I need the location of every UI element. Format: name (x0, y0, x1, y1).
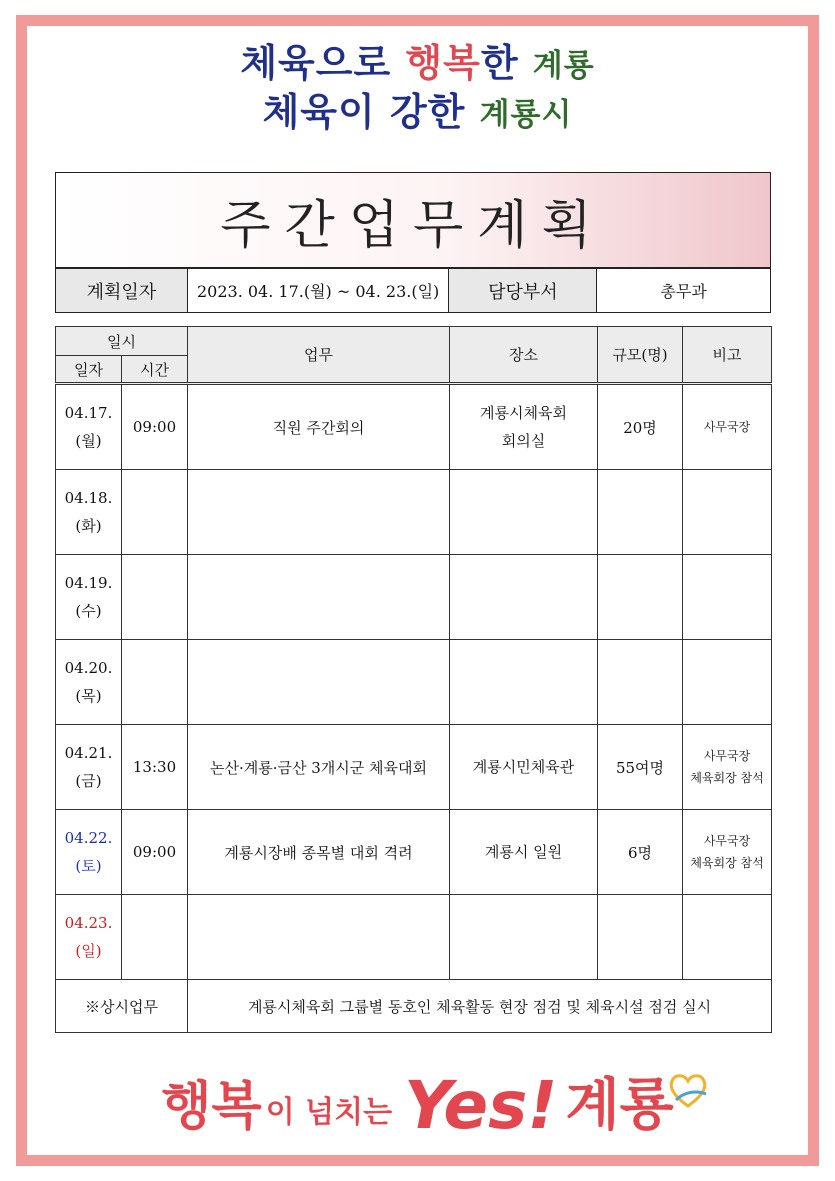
place-cell (450, 555, 598, 640)
weekday-text: (금) (75, 772, 102, 790)
heart-icon (666, 1070, 710, 1110)
date-cell (56, 810, 122, 895)
time-cell (122, 895, 188, 980)
dept-label: 담당부서 (449, 269, 597, 313)
slogan-word: 한 (480, 41, 533, 85)
plan-date-label: 계획일자 (56, 269, 188, 313)
slogan-word: Yes! (404, 1067, 558, 1144)
slogan-word: 체육 (262, 90, 338, 134)
slogan-city (566, 1070, 674, 1142)
time-cell (122, 555, 188, 640)
date-text: 04.21. (64, 744, 113, 762)
table-row (56, 384, 772, 470)
table-row (56, 555, 772, 640)
scale-cell: 55여명 (598, 725, 683, 810)
place-text: 계룡시 일원 (484, 843, 563, 861)
scale-cell (598, 895, 683, 980)
time-cell: 09:00 (122, 810, 188, 895)
table-row (56, 725, 772, 810)
slogan-word: 이 (337, 90, 390, 134)
date-text: 04.17. (64, 404, 113, 422)
note-text: 체육회장 참석 (690, 771, 764, 785)
weekday-text: (일) (75, 942, 102, 960)
date-text: 04.22. (64, 829, 113, 847)
weekday-text: (월) (75, 432, 102, 450)
note-cell (683, 895, 772, 980)
weekday-text: (목) (75, 687, 102, 705)
slogan-word: 강한 (389, 90, 480, 134)
task-cell: 논산·계룡·금산 3개시군 체육대회 (188, 725, 450, 810)
top-slogan (0, 40, 835, 138)
note-text: 체육회장 참석 (690, 856, 764, 870)
place-cell (450, 895, 598, 980)
header-time: 시간 (122, 356, 188, 384)
time-cell: 13:30 (122, 725, 188, 810)
slogan-word: 계룡 (565, 1073, 674, 1138)
table-row (56, 895, 772, 980)
place-cell (450, 470, 598, 555)
table-row (56, 470, 772, 555)
task-cell (188, 895, 450, 980)
document-title: 주간업무계획 (55, 172, 771, 268)
dept-value: 총무과 (597, 269, 771, 313)
date-cell (56, 470, 122, 555)
time-cell (122, 640, 188, 725)
task-cell (188, 555, 450, 640)
date-text: 04.19. (64, 574, 113, 592)
header-task: 업무 (188, 327, 450, 384)
task-cell: 직원 주간회의 (188, 384, 450, 470)
slogan-word: 행복 (161, 1077, 262, 1137)
header-note: 비고 (683, 327, 772, 384)
time-cell (122, 470, 188, 555)
top-slogan-line-1 (0, 40, 835, 89)
date-cell (56, 384, 122, 470)
scale-cell: 6명 (598, 810, 683, 895)
regular-duty-row (56, 980, 772, 1033)
plan-info-table (55, 268, 771, 313)
regular-duty-value: 계룡시체육회 그룹별 동호인 체육활동 현장 점검 및 체육시설 점검 실시 (188, 980, 772, 1033)
note-text: 사무국장 (703, 420, 751, 434)
slogan-word: 으로 (315, 41, 406, 85)
place-text: 계룡시체육회 (480, 404, 567, 422)
regular-duty-label: ※상시업무 (56, 980, 188, 1033)
note-text: 사무국장 (703, 834, 751, 848)
slogan-word: 계룡 (532, 48, 595, 84)
scale-cell: 20명 (598, 384, 683, 470)
note-cell (683, 555, 772, 640)
note-cell (683, 640, 772, 725)
weekday-text: (화) (75, 517, 102, 535)
slogan-word: 계룡시 (479, 97, 573, 133)
place-cell (450, 384, 598, 470)
scale-cell (598, 470, 683, 555)
date-cell (56, 725, 122, 810)
place-text: 계룡시민체육관 (472, 758, 575, 776)
place-cell (450, 725, 598, 810)
date-cell (56, 895, 122, 980)
weekday-text: (수) (75, 602, 102, 620)
time-cell: 09:00 (122, 384, 188, 470)
table-row (56, 810, 772, 895)
scale-cell (598, 555, 683, 640)
date-text: 04.20. (64, 659, 113, 677)
header-scale: 규모(명) (598, 327, 683, 384)
weekday-text: (토) (75, 857, 102, 875)
scale-cell (598, 640, 683, 725)
date-text: 04.23. (64, 914, 113, 932)
slogan-word: 이 넘치는 (265, 1095, 393, 1130)
task-cell: 계룡시장배 종목별 대회 격려 (188, 810, 450, 895)
place-text: 회의실 (501, 432, 546, 450)
place-cell (450, 640, 598, 725)
date-cell (56, 555, 122, 640)
bottom-slogan (0, 1052, 835, 1142)
plan-date-value: 2023. 04. 17.(월) ~ 04. 23.(일) (187, 269, 449, 313)
header-date: 일자 (56, 356, 122, 384)
task-cell (188, 640, 450, 725)
note-cell (683, 470, 772, 555)
place-cell (450, 810, 598, 895)
date-text: 04.18. (64, 489, 113, 507)
note-cell (683, 384, 772, 470)
task-cell (188, 470, 450, 555)
schedule-table (55, 326, 772, 1033)
note-cell (683, 810, 772, 895)
slogan-word: 행복 (405, 41, 481, 85)
note-text: 사무국장 (703, 749, 751, 763)
note-cell (683, 725, 772, 810)
table-row (56, 640, 772, 725)
header-place: 장소 (450, 327, 598, 384)
top-slogan-line-2 (0, 89, 835, 138)
header-datetime: 일시 (56, 327, 188, 356)
date-cell (56, 640, 122, 725)
slogan-word: 체육 (240, 41, 316, 85)
